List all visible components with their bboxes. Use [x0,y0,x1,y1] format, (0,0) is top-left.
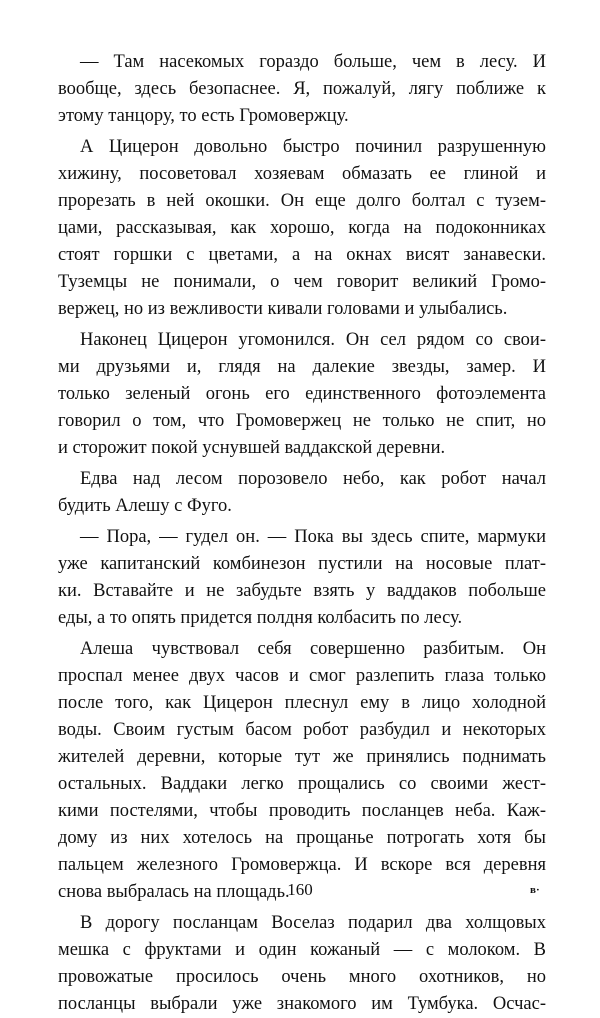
text-line: — Пора, — гудел он. — Пока вы здесь спите, мармуки [80,527,546,547]
text-line: стоят горшки с цветами, а на окнах висят занавески. [58,245,546,265]
text-line: будить Алешу с Фуго. [58,496,232,516]
text-line: жителей деревни, которые тут же принялись поднимать [58,747,546,767]
paragraph [58,49,546,130]
text-line: еды, а то опять придется полдня колбасить по лесу. [58,608,463,628]
text-line: проспал менее двух часов и смог разлепить глаза только [58,666,546,686]
page-number: 160 [287,880,313,899]
text-line: только зеленый огонь его единственного фотоэлемента [58,384,546,404]
text-line: цами, рассказывая, как хорошо, когда на подоконниках [58,218,546,238]
text-line: Алеша чувствовал себя совершенно разбитым. Он [80,639,546,659]
signature-mark: в· [530,884,540,896]
paragraph [58,524,546,632]
paragraph [58,636,546,906]
text-line: говорил о том, что Громовержец не только не спит, но [58,411,546,431]
text-line: прорезать в ней окошки. Он еще долго болтал с тузем- [58,191,546,211]
text-line: воды. Своим густым басом робот разбудил и некоторых [58,720,546,740]
text-line: Туземцы не понимали, о чем говорит великий Громо- [58,272,546,292]
text-line: этому танцору, то есть Громовержцу. [58,106,349,126]
text-line: ми друзьями и, глядя на далекие звезды, замер. И [58,357,546,377]
paragraph [58,466,546,520]
page-text [58,49,546,1018]
text-line: провожатые просилось очень много охотников, но [58,967,546,987]
text-line: кими постелями, чтобы проводить посланцев неба. Каж- [58,801,546,821]
text-line: вообще, здесь безопаснее. Я, пожалуй, лягу поближе к [58,79,546,99]
text-line: пальцем железного Громовержца. И вскоре вся деревня [58,855,546,875]
text-line: остальных. Ваддаки легко прощались со своими жест- [58,774,546,794]
text-line: Наконец Цицерон угомонился. Он сел рядом со свои- [80,330,546,350]
text-line: ки. Вставайте и не забудьте взять у ваддаков побольше [58,581,546,601]
text-line: — Там насекомых гораздо больше, чем в лесу. И [80,52,546,72]
text-line: дому из них хотелось на прощанье потрогать хотя бы [58,828,546,848]
text-line: В дорогу посланцам Воселаз подарил два холщовых [80,913,546,933]
paragraph [58,910,546,1018]
text-line: Едва над лесом порозовело небо, как робот начал [80,469,546,489]
text-line: мешка с фруктами и один кожаный — с молоком. В [58,940,546,960]
text-line: хижину, посоветовал хозяевам обмазать ее глиной и [58,164,546,184]
paragraph [58,134,546,323]
text-line: после того, как Цицерон плеснул ему в лицо холодной [58,693,546,713]
text-line: посланцы выбрали уже знакомого им Тумбука. Осчас- [58,994,546,1014]
text-line: уже капитанский комбинезон пустили на носовые плат- [58,554,546,574]
text-line: снова выбралась на площадь. [58,882,290,902]
text-line: А Цицерон довольно быстро починил разрушенную [80,137,546,157]
text-line: вержец, но из вежливости кивали головами и улыбались. [58,299,508,319]
paragraph [58,327,546,462]
text-line: и сторожит покой уснувшей ваддакской деревни. [58,438,446,458]
